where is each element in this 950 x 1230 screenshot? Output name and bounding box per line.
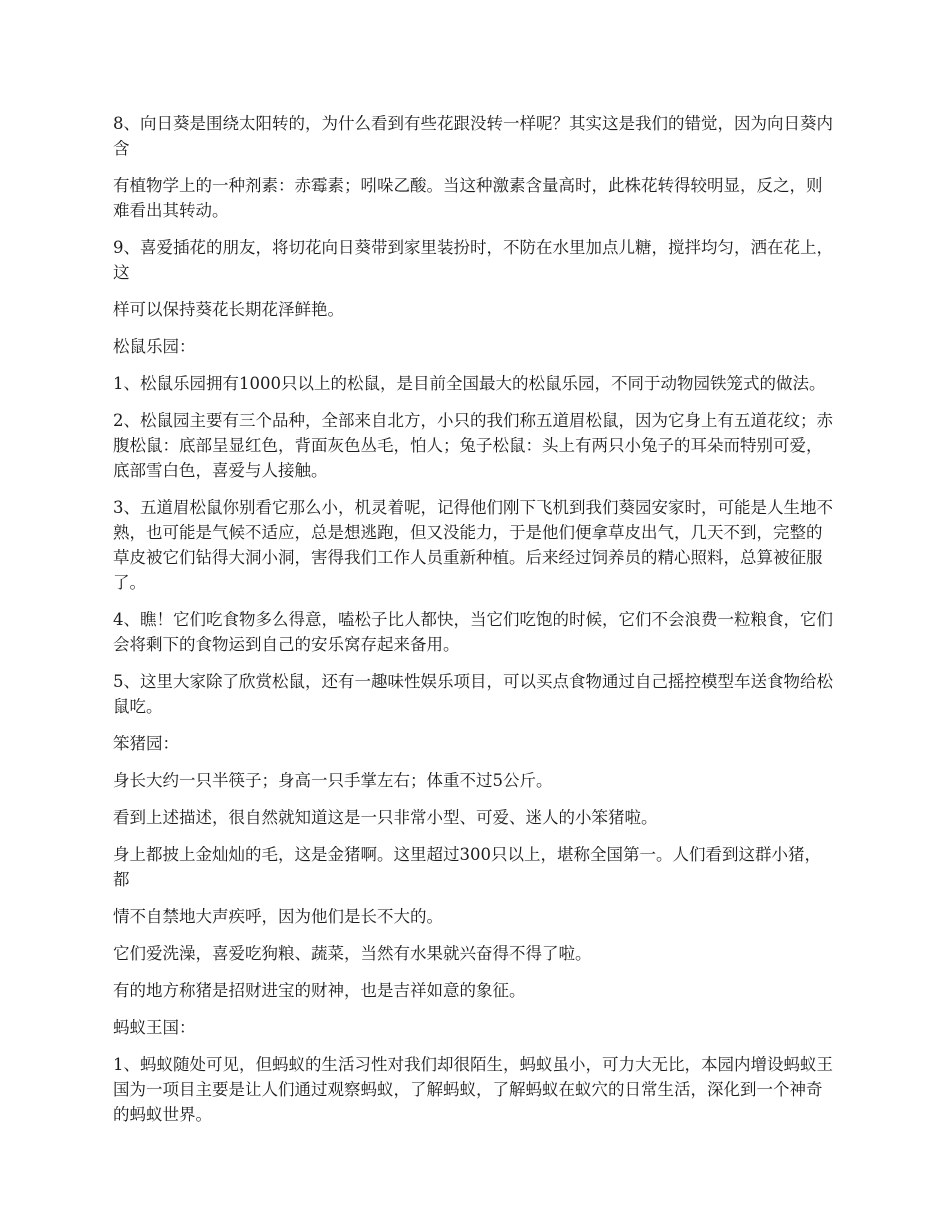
section-heading-squirrel-park: 松鼠乐园：	[113, 337, 196, 356]
paragraph-pig-description: 看到上述描述，很自然就知道这是一只非常小型、可爱、迷人的小笨猪啦。	[113, 808, 658, 827]
paragraph-pig-golden: 身上都披上金灿灿的毛，这是金猪啊。这里超过300只以上，堪称全国第一。人们看到这群小猪，都	[113, 845, 821, 889]
paragraph-ant-1: 1、蚂蚁随处可见，但蚂蚁的生活习性对我们却很陌生，蚂蚁虽小，可力大无比，本园内增设蚂蚁王国为一项目主要是让人们通过观察蚂蚁，了解蚂蚁，了解蚂蚁在蚁穴的日常生活，深化到一个神奇的蚂蚁世界。	[113, 1055, 833, 1124]
paragraph-squirrel-3: 3、五道眉松鼠你别看它那么小，机灵着呢，记得他们刚下飞机到我们葵园安家时，可能是人生地不熟，也可能是气候不适应，总是想逃跑，但又没能力，于是他们便拿草皮出气，几天不到，完整的草皮被它们钻得大洞小洞，害得我们工作人员重新种植。后来经过饲养员的精心照料，总算被征服了。	[113, 498, 833, 592]
paragraph-sunflower-9: 9、喜爱插花的朋友，将切花向日葵带到家里装扮时，不防在水里加点儿糖，搅拌均匀，洒在花上，这	[113, 238, 833, 282]
paragraph-squirrel-2: 2、松鼠园主要有三个品种，全部来自北方，小只的我们称五道眉松鼠，因为它身上有五道花纹；赤腹松鼠：底部呈显红色，背面灰色丛毛，怕人；兔子松鼠：头上有两只小兔子的耳朵而特别可爱，底部雪白色，喜爱与人接触。	[113, 411, 833, 480]
paragraph-squirrel-1: 1、松鼠乐园拥有1000只以上的松鼠，是目前全国最大的松鼠乐园，不同于动物园铁笼式的做法。	[113, 374, 826, 393]
paragraph-pig-symbol: 有的地方称猪是招财进宝的财神，也是吉祥如意的象征。	[113, 981, 526, 1000]
section-heading-ant-kingdom: 蚂蚁王国：	[113, 1018, 196, 1037]
paragraph-squirrel-4: 4、瞧！它们吃食物多么得意，嗑松子比人都快，当它们吃饱的时候，它们不会浪费一粒粮食，它们会将剩下的食物运到自己的安乐窝存起来备用。	[113, 610, 833, 654]
paragraph-sunflower-8-cont: 有植物学上的一种剂素：赤霉素；吲哚乙酸。当这种激素含量高时，此株花转得较明显，反之，则难看出其转动。	[113, 176, 823, 220]
paragraph-squirrel-5: 5、这里大家除了欣赏松鼠，还有一趣味性娱乐项目，可以买点食物通过自己摇控模型车送食物给松鼠吃。	[113, 672, 833, 716]
paragraph-pig-habits: 它们爱洗澡，喜爱吃狗粮、蔬菜，当然有水果就兴奋得不得了啦。	[113, 944, 592, 963]
paragraph-sunflower-9-cont: 样可以保持葵花长期花泽鲜艳。	[113, 300, 344, 319]
section-heading-pig-park: 笨猪园：	[113, 734, 179, 753]
document-body	[113, 111, 837, 1139]
paragraph-pig-golden-cont: 情不自禁地大声疾呼，因为他们是长不大的。	[113, 907, 443, 926]
paragraph-pig-size: 身长大约一只半筷子；身高一只手掌左右；体重不过5公斤。	[113, 771, 553, 790]
paragraph-sunflower-8: 8、向日葵是围绕太阳转的，为什么看到有些花跟没转一样呢？其实这是我们的错觉，因为向日葵内含	[113, 114, 833, 158]
